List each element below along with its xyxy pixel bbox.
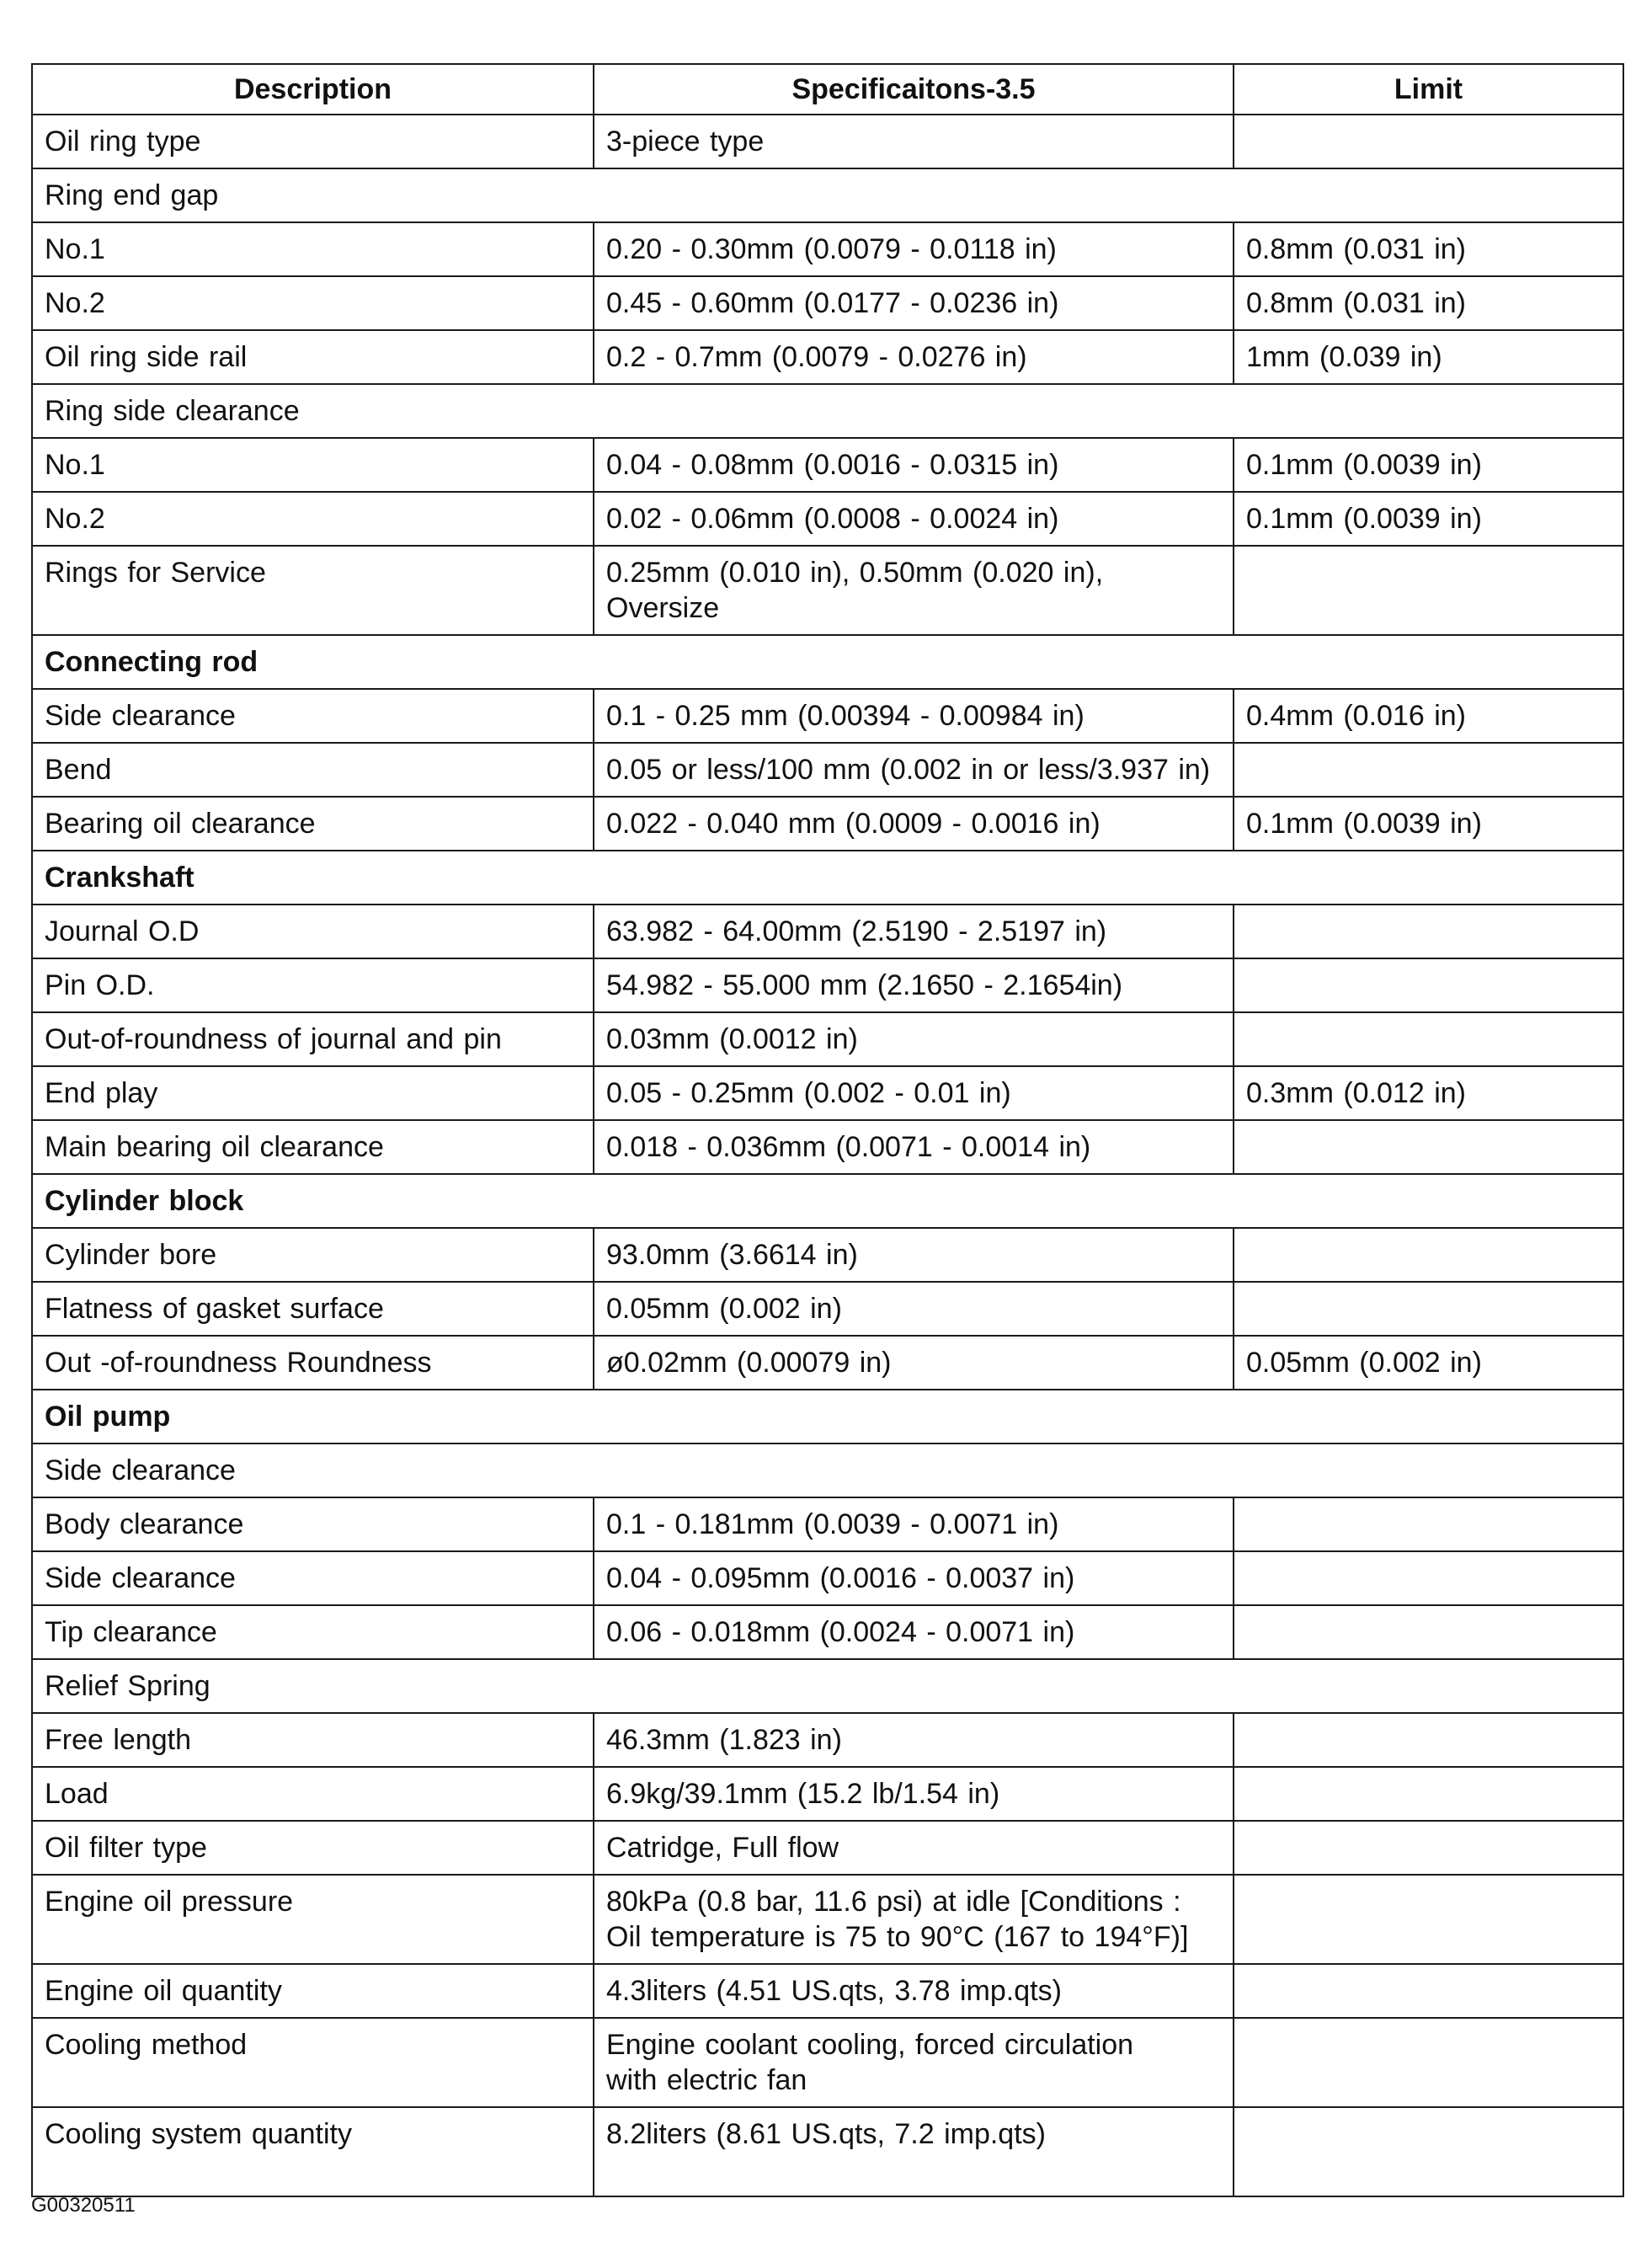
specification-cell: 0.2 - 0.7mm (0.0079 - 0.0276 in)	[594, 330, 1234, 384]
table-row	[32, 1875, 1623, 1964]
limit-cell	[1234, 1282, 1623, 1336]
description-cell: Engine oil pressure	[32, 1875, 594, 1964]
specification-cell: 3-piece type	[594, 115, 1234, 168]
section-label: Crankshaft	[32, 851, 1623, 905]
table-row	[32, 958, 1623, 1012]
table-row	[32, 2107, 1623, 2196]
limit-cell: 0.8mm (0.031 in)	[1234, 222, 1623, 276]
limit-cell	[1234, 115, 1623, 168]
specification-cell: 0.45 - 0.60mm (0.0177 - 0.0236 in)	[594, 276, 1234, 330]
description-cell: Oil ring type	[32, 115, 594, 168]
header-description: Description	[32, 64, 594, 115]
description-cell: Main bearing oil clearance	[32, 1120, 594, 1174]
description-cell: Side clearance	[32, 1551, 594, 1605]
specification-cell: 46.3mm (1.823 in)	[594, 1713, 1234, 1767]
specification-line: with electric fan	[606, 2064, 807, 2096]
table-row	[32, 1964, 1623, 2018]
figure-code: G00320511	[31, 2194, 136, 2217]
description-cell: Oil ring side rail	[32, 330, 594, 384]
table-row	[32, 276, 1623, 330]
specification-cell: 63.982 - 64.00mm (2.5190 - 2.5197 in)	[594, 905, 1234, 958]
table-row	[32, 1551, 1623, 1605]
table-row	[32, 492, 1623, 546]
limit-cell	[1234, 1228, 1623, 1282]
table-row	[32, 743, 1623, 797]
specification-cell: 4.3liters (4.51 US.qts, 3.78 imp.qts)	[594, 1964, 1234, 2018]
description-cell: Oil filter type	[32, 1821, 594, 1875]
description-cell: Out-of-roundness of journal and pin	[32, 1012, 594, 1066]
specification-line: 80kPa (0.8 bar, 11.6 psi) at idle [Conditions :	[606, 1886, 1181, 1918]
description-cell: Flatness of gasket surface	[32, 1282, 594, 1336]
description-cell: Bearing oil clearance	[32, 797, 594, 851]
specification-cell: 54.982 - 55.000 mm (2.1650 - 2.1654in)	[594, 958, 1234, 1012]
section-row	[32, 384, 1623, 438]
section-label: Side clearance	[32, 1444, 1623, 1497]
description-cell: Side clearance	[32, 689, 594, 743]
limit-cell: 0.8mm (0.031 in)	[1234, 276, 1623, 330]
limit-cell	[1234, 1497, 1623, 1551]
section-row	[32, 1659, 1623, 1713]
specification-cell	[594, 1875, 1234, 1964]
specification-cell: 0.018 - 0.036mm (0.0071 - 0.0014 in)	[594, 1120, 1234, 1174]
limit-cell	[1234, 1964, 1623, 2018]
specification-cell: Catridge, Full flow	[594, 1821, 1234, 1875]
description-cell: Free length	[32, 1713, 594, 1767]
section-label: Cylinder block	[32, 1174, 1623, 1228]
limit-cell: 1mm (0.039 in)	[1234, 330, 1623, 384]
section-row	[32, 1390, 1623, 1444]
section-row	[32, 851, 1623, 905]
section-row	[32, 635, 1623, 689]
limit-cell: 0.1mm (0.0039 in)	[1234, 438, 1623, 492]
specification-cell: 0.06 - 0.018mm (0.0024 - 0.0071 in)	[594, 1605, 1234, 1659]
specification-cell	[594, 546, 1234, 635]
specification-cell: 0.1 - 0.25 mm (0.00394 - 0.00984 in)	[594, 689, 1234, 743]
header-specifications: Specificaitons-3.5	[594, 64, 1234, 115]
limit-cell	[1234, 1120, 1623, 1174]
specification-cell: 0.022 - 0.040 mm (0.0009 - 0.0016 in)	[594, 797, 1234, 851]
table-row	[32, 1821, 1623, 1875]
section-label: Ring end gap	[32, 168, 1623, 222]
description-cell: Pin O.D.	[32, 958, 594, 1012]
specification-cell: 8.2liters (8.61 US.qts, 7.2 imp.qts)	[594, 2107, 1234, 2196]
table-row	[32, 1228, 1623, 1282]
limit-cell	[1234, 2018, 1623, 2107]
table-row	[32, 1120, 1623, 1174]
specification-cell: 0.1 - 0.181mm (0.0039 - 0.0071 in)	[594, 1497, 1234, 1551]
limit-cell	[1234, 1821, 1623, 1875]
limit-cell	[1234, 1605, 1623, 1659]
limit-cell: 0.1mm (0.0039 in)	[1234, 492, 1623, 546]
specification-cell: 0.05 - 0.25mm (0.002 - 0.01 in)	[594, 1066, 1234, 1120]
limit-cell	[1234, 743, 1623, 797]
specification-line: Oversize	[606, 592, 720, 624]
specifications-table	[31, 63, 1624, 2197]
description-cell: Tip clearance	[32, 1605, 594, 1659]
specification-cell: 0.04 - 0.095mm (0.0016 - 0.0037 in)	[594, 1551, 1234, 1605]
limit-cell	[1234, 905, 1623, 958]
table-row	[32, 1282, 1623, 1336]
section-row	[32, 1444, 1623, 1497]
table-row	[32, 1012, 1623, 1066]
description-cell: Cooling system quantity	[32, 2107, 594, 2196]
description-cell: No.2	[32, 276, 594, 330]
section-label: Oil pump	[32, 1390, 1623, 1444]
limit-cell: 0.1mm (0.0039 in)	[1234, 797, 1623, 851]
description-cell: No.2	[32, 492, 594, 546]
section-label: Ring side clearance	[32, 384, 1623, 438]
specification-cell: 0.03mm (0.0012 in)	[594, 1012, 1234, 1066]
table-row	[32, 1767, 1623, 1821]
limit-cell: 0.05mm (0.002 in)	[1234, 1336, 1623, 1390]
description-cell: Out -of-roundness Roundness	[32, 1336, 594, 1390]
description-cell: Cooling method	[32, 2018, 594, 2107]
table-row	[32, 1605, 1623, 1659]
table-row	[32, 1497, 1623, 1551]
limit-cell	[1234, 1875, 1623, 1964]
limit-cell	[1234, 546, 1623, 635]
section-row	[32, 1174, 1623, 1228]
specification-line: Oil temperature is 75 to 90°C (167 to 194°F)]	[606, 1921, 1189, 1953]
limit-cell: 0.4mm (0.016 in)	[1234, 689, 1623, 743]
description-cell: Cylinder bore	[32, 1228, 594, 1282]
header-limit: Limit	[1234, 64, 1623, 115]
specification-cell: 0.04 - 0.08mm (0.0016 - 0.0315 in)	[594, 438, 1234, 492]
description-cell: Body clearance	[32, 1497, 594, 1551]
section-row	[32, 168, 1623, 222]
section-label: Connecting rod	[32, 635, 1623, 689]
specification-cell: 6.9kg/39.1mm (15.2 lb/1.54 in)	[594, 1767, 1234, 1821]
table-row	[32, 1066, 1623, 1120]
description-cell: Rings for Service	[32, 546, 594, 635]
section-label: Relief Spring	[32, 1659, 1623, 1713]
description-cell: No.1	[32, 438, 594, 492]
table-header-row	[32, 64, 1623, 115]
specification-cell: 0.05 or less/100 mm (0.002 in or less/3.937 in)	[594, 743, 1234, 797]
table-row	[32, 2018, 1623, 2107]
limit-cell	[1234, 1012, 1623, 1066]
description-cell: Load	[32, 1767, 594, 1821]
table-row	[32, 1336, 1623, 1390]
table-row	[32, 546, 1623, 635]
limit-cell	[1234, 958, 1623, 1012]
table-row	[32, 330, 1623, 384]
limit-cell	[1234, 1713, 1623, 1767]
table-row	[32, 222, 1623, 276]
table-row	[32, 1713, 1623, 1767]
specification-cell	[594, 2018, 1234, 2107]
specification-line: Engine coolant cooling, forced circulation	[606, 2029, 1134, 2061]
table-row	[32, 438, 1623, 492]
limit-cell	[1234, 1551, 1623, 1605]
limit-cell: 0.3mm (0.012 in)	[1234, 1066, 1623, 1120]
description-cell: End play	[32, 1066, 594, 1120]
table-row	[32, 115, 1623, 168]
description-cell: Journal O.D	[32, 905, 594, 958]
specification-cell: 0.20 - 0.30mm (0.0079 - 0.0118 in)	[594, 222, 1234, 276]
limit-cell	[1234, 2107, 1623, 2196]
specification-cell: ø0.02mm (0.00079 in)	[594, 1336, 1234, 1390]
table-row	[32, 905, 1623, 958]
description-cell: No.1	[32, 222, 594, 276]
table-row	[32, 689, 1623, 743]
specification-cell: 0.05mm (0.002 in)	[594, 1282, 1234, 1336]
table-body	[32, 115, 1623, 2196]
table-row	[32, 797, 1623, 851]
specification-line: 0.25mm (0.010 in), 0.50mm (0.020 in),	[606, 557, 1104, 589]
description-cell: Bend	[32, 743, 594, 797]
description-cell: Engine oil quantity	[32, 1964, 594, 2018]
limit-cell	[1234, 1767, 1623, 1821]
specification-cell: 0.02 - 0.06mm (0.0008 - 0.0024 in)	[594, 492, 1234, 546]
specification-cell: 93.0mm (3.6614 in)	[594, 1228, 1234, 1282]
